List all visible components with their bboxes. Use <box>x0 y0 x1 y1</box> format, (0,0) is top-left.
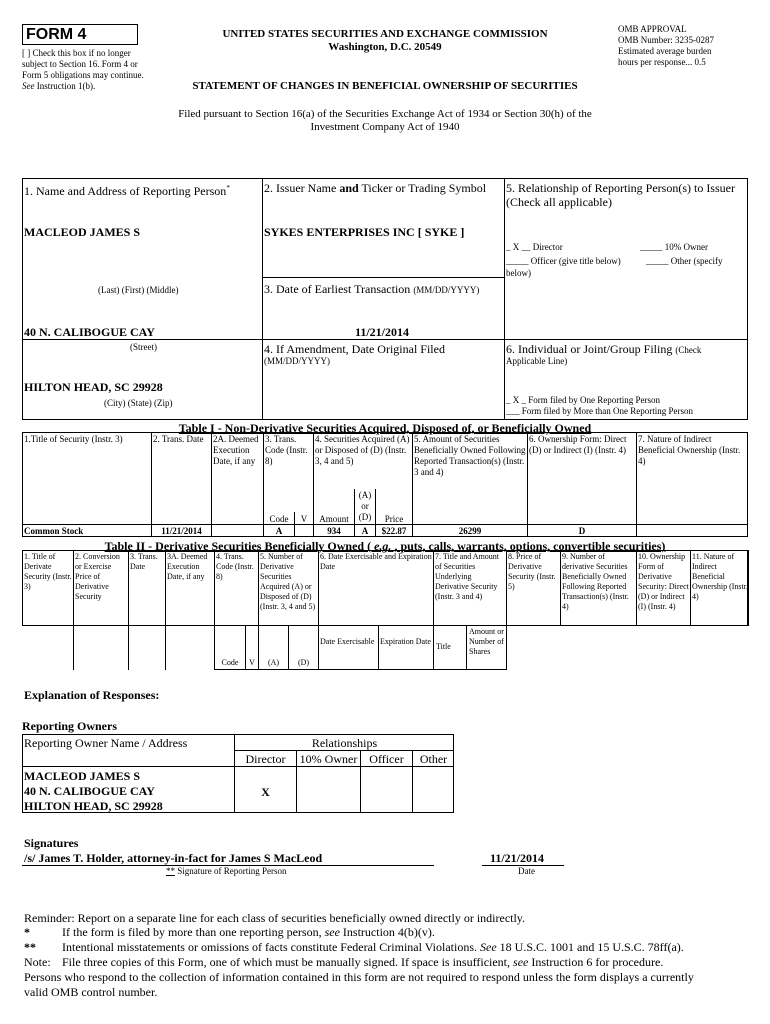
signer: /s/ James T. Holder, attorney-in-fact for James S MacLeod <box>24 851 323 865</box>
owner-address: MACLEOD JAMES S 40 N. CALIBOGUE CAY HILTON HEAD, SC 29928 <box>24 769 163 813</box>
street-label: (Street) <box>130 342 157 352</box>
t1-h7: 7. Nature of Indirect Beneficial Ownership (Instr. 4) <box>638 434 741 466</box>
t2-h11: 11. Nature of Indirect Beneficial Ownership (Instr. 4) <box>692 552 748 601</box>
t2-sub-code: Code <box>221 658 239 667</box>
form-title-box <box>22 24 138 45</box>
t1-h2: 2. Trans. Date <box>153 434 204 444</box>
filing-type-more: ___ Form filed by More than One Reporting Person <box>506 406 693 416</box>
footer-reminder: Reminder: Report on a separate line for each class of securities beneficially owned directly or indirectly. <box>24 911 526 925</box>
amendment-label: 4. If Amendment, Date Original Filed <box>264 342 445 356</box>
table2-title: Table II - Derivative Securities Beneficially Owned ( e.g. , puts, calls, warrants, options, convertible securities) <box>104 539 666 553</box>
t1-row-owned: 26299 <box>458 526 482 536</box>
t1-h3: 3. Trans. Code (Instr. 8) <box>265 434 308 466</box>
signature-label: ** Signature of Reporting Person <box>166 866 287 876</box>
reporting-person-city: HILTON HEAD, SC 29928 <box>24 380 163 394</box>
omb-approval: OMB APPROVAL OMB Number: 3235-0287 Estimated average burden hours per response... 0.5 <box>618 24 714 67</box>
footer-note-text: File three copies of this Form, one of which must be manually signed. If space is insufficient, see Instruction 6 for procedure. <box>62 955 664 969</box>
t1-row-title: Common Stock <box>24 526 84 536</box>
t2-sub-a: (A) <box>267 658 280 667</box>
checkbox-note: [ ] Check this box if no longer subject to Section 16. Form 4 or Form 5 obligations may continue. See Instruction 1(b). <box>22 48 144 91</box>
t1-sub-aord: (A) or (D) <box>358 490 372 522</box>
t2-h7: 7. Title and Amount of Securities Underlying Derivative Security (Instr. 3 and 4) <box>435 552 500 601</box>
t1-sub-amount: Amount <box>319 514 349 524</box>
reporting-person-street: 40 N. CALIBOGUE CAY <box>24 325 155 339</box>
relationship-officer: _____ Officer (give title below) <box>506 256 621 266</box>
t2-h10: 10. Ownership Form of Derivative Security: Direct (D) or Indirect (I) (Instr. 4) <box>638 552 689 611</box>
t1-h4: 4. Securities Acquired (A) or Disposed of (D) (Instr. 3, 4 and 5) <box>315 434 410 466</box>
t2-sub-exer: Date Exercisable <box>320 637 375 646</box>
t1-row-date: 11/21/2014 <box>161 526 202 536</box>
t2-h6: 6. Date Exercisable and Expiration Date <box>320 552 432 571</box>
earliest-transaction-date: 11/21/2014 <box>355 325 410 339</box>
signature-date: 11/21/2014 <box>490 851 545 865</box>
form-title: FORM 4 <box>26 26 87 43</box>
t2-h8: 8. Price of Derivative Security (Instr. 5) <box>508 552 556 591</box>
name-parts-label: (Last) (First) (Middle) <box>98 285 179 295</box>
earliest-transaction-label: 3. Date of Earliest Transaction (MM/DD/YYYY) <box>264 282 480 296</box>
t1-row-price: $22.87 <box>381 526 407 536</box>
owners-col-other: Other <box>419 752 448 766</box>
footer-star1: * <box>24 925 30 939</box>
issuer-name: SYKES ENTERPRISES INC [ SYKE ] <box>264 225 465 239</box>
relationship-label: 5. Relationship of Reporting Person(s) to Issuer (Check all applicable) <box>506 181 735 209</box>
owners-col-rel: Relationships <box>311 736 378 750</box>
footer-star1-text: If the form is filed by more than one reporting person, see Instruction 4(b)(v). <box>62 925 435 939</box>
t2-h3: 3. Trans. Date <box>130 552 158 571</box>
relationship-ten-pct: _____ 10% Owner <box>640 242 708 252</box>
t2-h1: 1. Title of Derivate Security (Instr. 3) <box>24 552 72 591</box>
table1-title: Table I - Non-Derivative Securities Acquired, Disposed of, or Beneficially Owned <box>178 421 592 435</box>
t2-h9: 9. Number of derivative Securities Beneficially Owned Following Reported Transaction(s) (Instr. 4) <box>562 552 629 611</box>
filing-type-one: _ X _ Form filed by One Reporting Person <box>506 395 660 405</box>
t2-h4: 4. Trans. Code (Instr. 8) <box>216 552 254 581</box>
statement-title: STATEMENT OF CHANGES IN BENEFICIAL OWNERSHIP OF SECURITIES <box>192 80 578 92</box>
t2-sub-d: (D) <box>297 658 310 667</box>
t1-h1: 1.Title of Security (Instr. 3) <box>24 434 123 444</box>
t1-sub-price: Price <box>384 514 404 524</box>
filing-type-label: 6. Individual or Joint/Group Filing (Check <box>506 342 702 356</box>
t1-h2a: 2A. Deemed Execution Date, if any <box>213 434 259 466</box>
t2-sub-title: Title <box>436 642 451 651</box>
footer-note-label: Note: <box>24 955 51 969</box>
reporting-person-name: MACLEOD JAMES S <box>24 225 141 239</box>
owner-director-mark: X <box>261 785 270 799</box>
footer-star2: ** <box>24 940 36 954</box>
t2-h2: 2. Conversion or Exercise Price of Derivative Security <box>75 552 120 601</box>
issuer-label: 2. Issuer Name and Ticker or Trading Symbol <box>264 181 487 195</box>
owners-col-tenpct: 10% Owner <box>299 752 358 766</box>
t2-h5: 5. Number of Derivative Securities Acquired (A) or Disposed of (D) (Instr. 3, 4 and 5) <box>260 552 316 611</box>
footer-persons: Persons who respond to the collection of information contained in this form are not required to respond unless the form displays a currently valid OMB control number. <box>24 970 694 999</box>
filed-pursuant: Filed pursuant to Section 16(a) of the Securities Exchange Act of 1934 or Section 30(h) of the Investment Company Act of 1940 <box>178 108 592 133</box>
date-label: Date <box>518 866 535 876</box>
owners-heading: Reporting Owners <box>22 719 117 733</box>
t1-h6: 6. Ownership Form: Direct (D) or Indirect (I) (Instr. 4) <box>529 434 627 455</box>
t1-row-code: A <box>275 526 283 536</box>
relationship-below: below) <box>506 268 531 278</box>
explanation-label: Explanation of Responses: <box>24 688 160 702</box>
t1-row-amount: 934 <box>327 526 341 536</box>
t1-h5: 5. Amount of Securities Beneficially Owned Following Reported Transaction(s) (Instr. 3 and 4) <box>414 434 526 477</box>
owners-col-officer: Officer <box>369 752 404 766</box>
t2-h3a: 3A. Deemed Execution Date, if any <box>167 552 208 581</box>
t1-row-aord: A <box>361 526 369 536</box>
relationship-director: _ X __ Director <box>506 242 563 252</box>
t2-sub-exp: Expiration Date <box>380 637 431 646</box>
t1-row-form: D <box>578 526 586 536</box>
city-label: (City) (State) (Zip) <box>104 398 173 408</box>
amendment-format: (MM/DD/YYYY) <box>264 356 330 366</box>
filing-type-applicable: Applicable Line) <box>506 356 568 366</box>
signatures-heading: Signatures <box>24 836 79 850</box>
t2-sub-amount: Amount or Number of Shares <box>469 627 504 656</box>
t1-sub-code: Code <box>269 514 289 524</box>
owners-col-name: Reporting Owner Name / Address <box>24 736 188 750</box>
relationship-other: _____ Other (specify <box>646 256 723 266</box>
owners-col-director: Director <box>245 752 286 766</box>
reporting-person-label: 1. Name and Address of Reporting Person* <box>24 184 230 198</box>
t1-sub-v: V <box>300 514 308 524</box>
footer-star2-text: Intentional misstatements or omissions of facts constitute Federal Criminal Violations. See 18 U.S.C. 1001 and 15 U.S.C. 78ff(a). <box>62 940 684 954</box>
agency-name: UNITED STATES SECURITIES AND EXCHANGE COMMISSION Washington, D.C. 20549 <box>222 28 548 53</box>
t2-sub-v: V <box>249 658 255 667</box>
